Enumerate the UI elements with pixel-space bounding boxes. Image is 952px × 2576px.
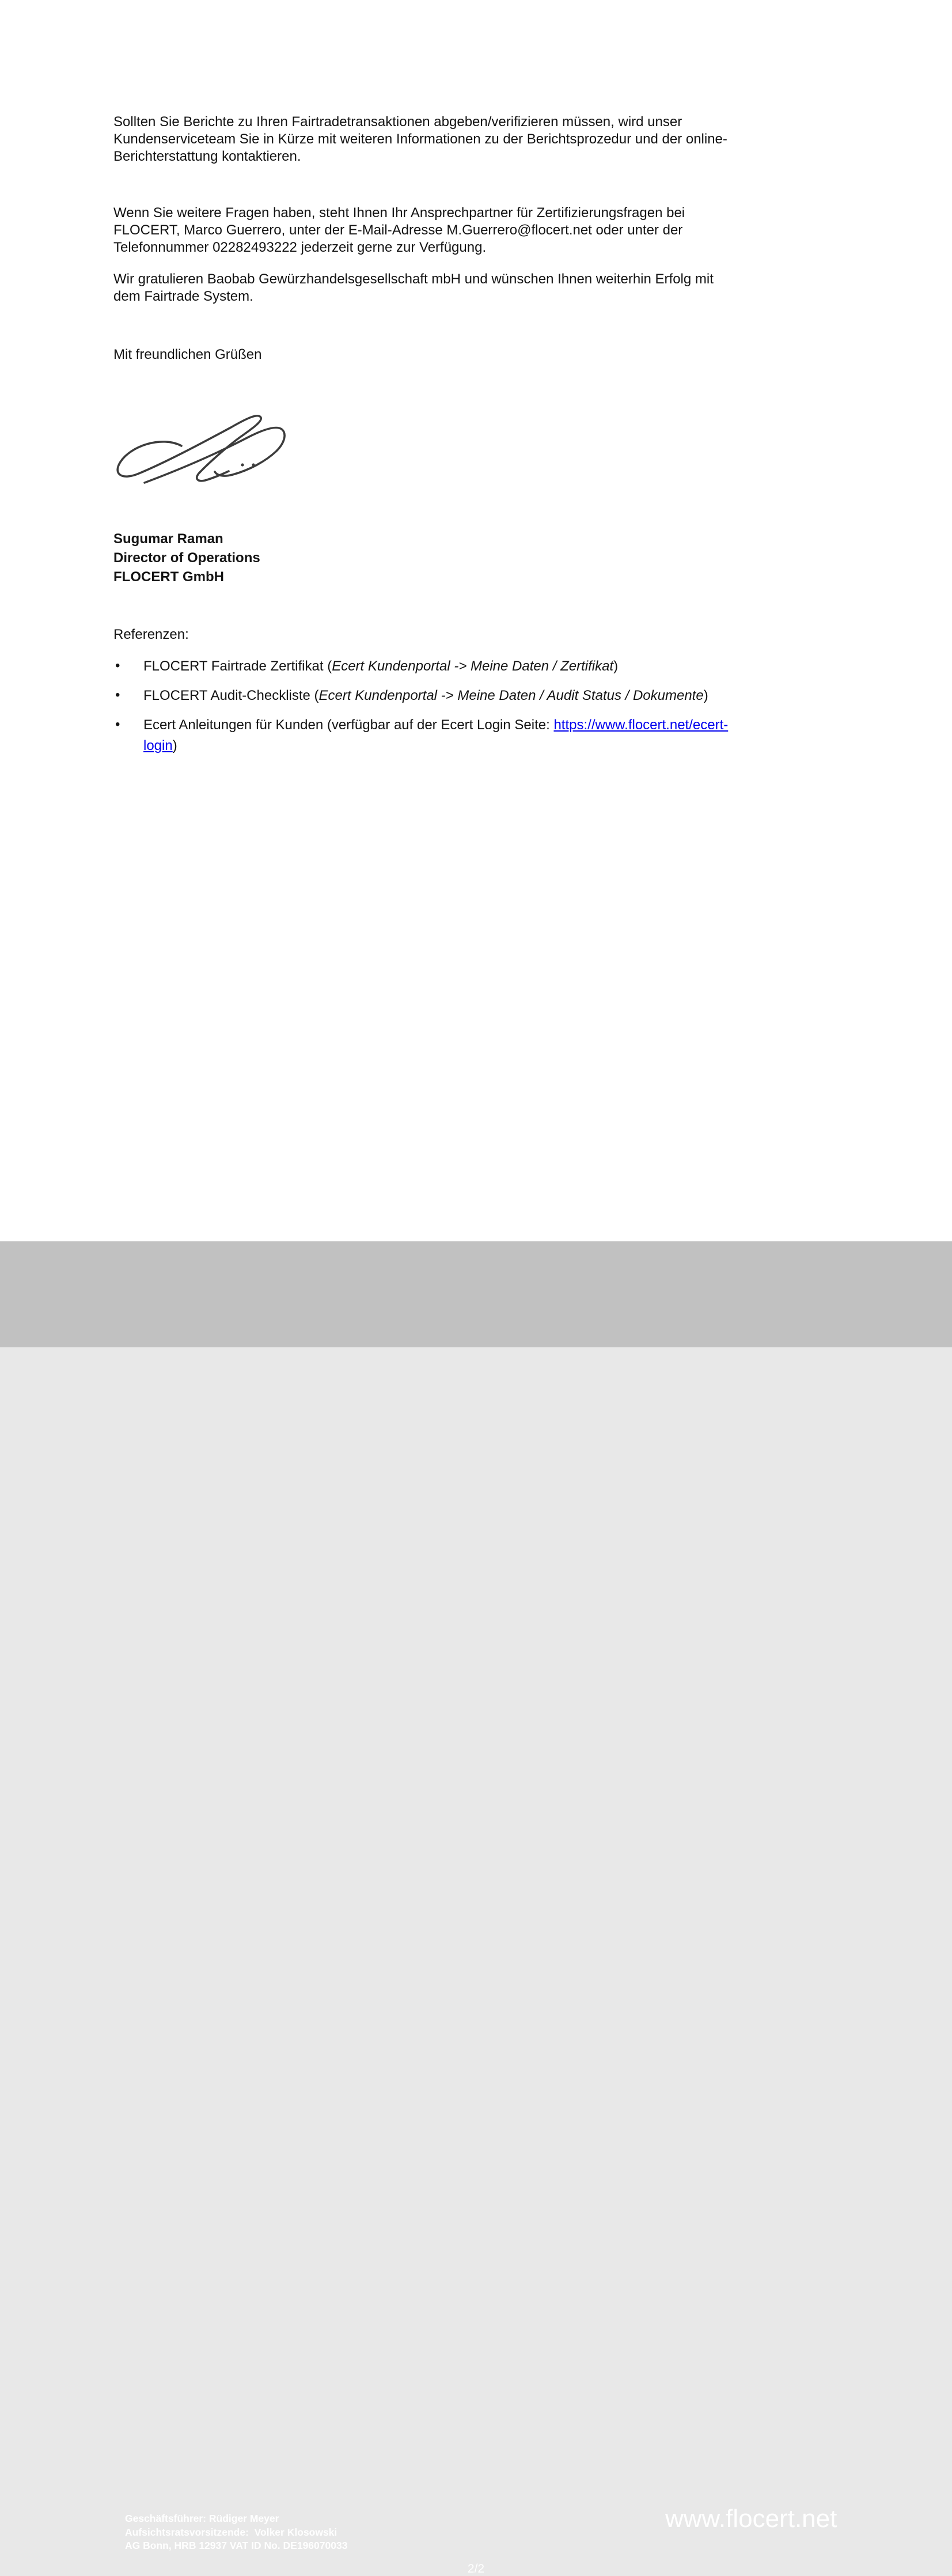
paragraph-line: dem Fairtrade System.: [113, 289, 253, 304]
paragraph-congratulations: [113, 271, 833, 305]
signer-name: Sugumar Raman: [113, 531, 223, 547]
reference-text: FLOCERT Fairtrade Zertifikat (: [143, 658, 332, 674]
signature-scribble: [111, 409, 298, 490]
paragraph-line: Telefonnummer 02282493222 jederzeit gerne zur Verfügung.: [113, 240, 487, 255]
paragraph-line: Sollten Sie Berichte zu Ihren Fairtradetransaktionen abgeben/verifizieren müssen, wird unser: [113, 114, 682, 130]
paragraph-contact: [113, 204, 833, 256]
footer-band: [0, 1241, 952, 2575]
reference-text: FLOCERT Audit-Checkliste (: [143, 688, 319, 703]
references-heading: Referenzen:: [113, 627, 189, 642]
paragraph-reporting: [113, 113, 833, 165]
paragraph-line: Wenn Sie weitere Fragen haben, steht Ihnen Ihr Ansprechpartner für Zertifizierungsfragen bei: [113, 205, 685, 221]
signer-company: FLOCERT GmbH: [113, 569, 224, 585]
reference-item-certificate: [113, 656, 845, 677]
paragraph-line: FLOCERT, Marco Guerrero, unter der E-Mail-Adresse M.Guerrero@flocert.net oder unter der: [113, 222, 683, 238]
bullet-icon: •: [115, 687, 120, 703]
bullet-icon: •: [115, 658, 120, 673]
footer-managing-director: Geschäftsführer: Rüdiger Meyer: [125, 2513, 279, 2524]
reference-item-ecert-guides: [113, 715, 845, 756]
signer-title: Director of Operations: [113, 550, 260, 566]
closing-salutation: Mit freundlichen Grüßen: [113, 347, 262, 362]
signer-block: [113, 529, 833, 586]
paragraph-line: Berichterstattung kontaktieren.: [113, 149, 301, 164]
reference-text-italic: Ecert Kundenportal -> Meine Daten / Zertifikat: [332, 658, 614, 674]
reference-text-italic: Ecert Kundenportal -> Meine Daten / Audit Status / Dokumente: [318, 688, 704, 703]
paragraph-line: Kundenserviceteam Sie in Kürze mit weiteren Informationen zu der Berichtsprozedur und der online-: [113, 131, 727, 147]
footer-company-info: [125, 2512, 347, 2553]
page-number: 2/2: [467, 2562, 485, 2575]
footer-supervisory-board: Aufsichtsratsvorsitzende: Volker Klosowski: [125, 2526, 337, 2538]
reference-text: ): [172, 738, 177, 753]
footer-website: www.flocert.net: [665, 2505, 837, 2533]
reference-text: Ecert Anleitungen für Kunden (verfügbar auf der Ecert Login Seite:: [143, 717, 554, 733]
link-text-line1[interactable]: https://www.flocert.net/ecert-: [553, 717, 729, 733]
signature: [111, 409, 298, 490]
reference-item-audit-checklist: [113, 685, 845, 706]
footer-registration: AG Bonn, HRB 12937 VAT ID No. DE196070033: [125, 2540, 348, 2551]
paragraph-line: Wir gratulieren Baobab Gewürzhandelsgesellschaft mbH und wünschen Ihnen weiterhin Erfolg mit: [113, 271, 714, 287]
reference-text: ): [613, 658, 619, 674]
bullet-icon: •: [115, 717, 120, 732]
link-text-line2[interactable]: login: [143, 738, 173, 753]
reference-text: ): [703, 688, 708, 703]
